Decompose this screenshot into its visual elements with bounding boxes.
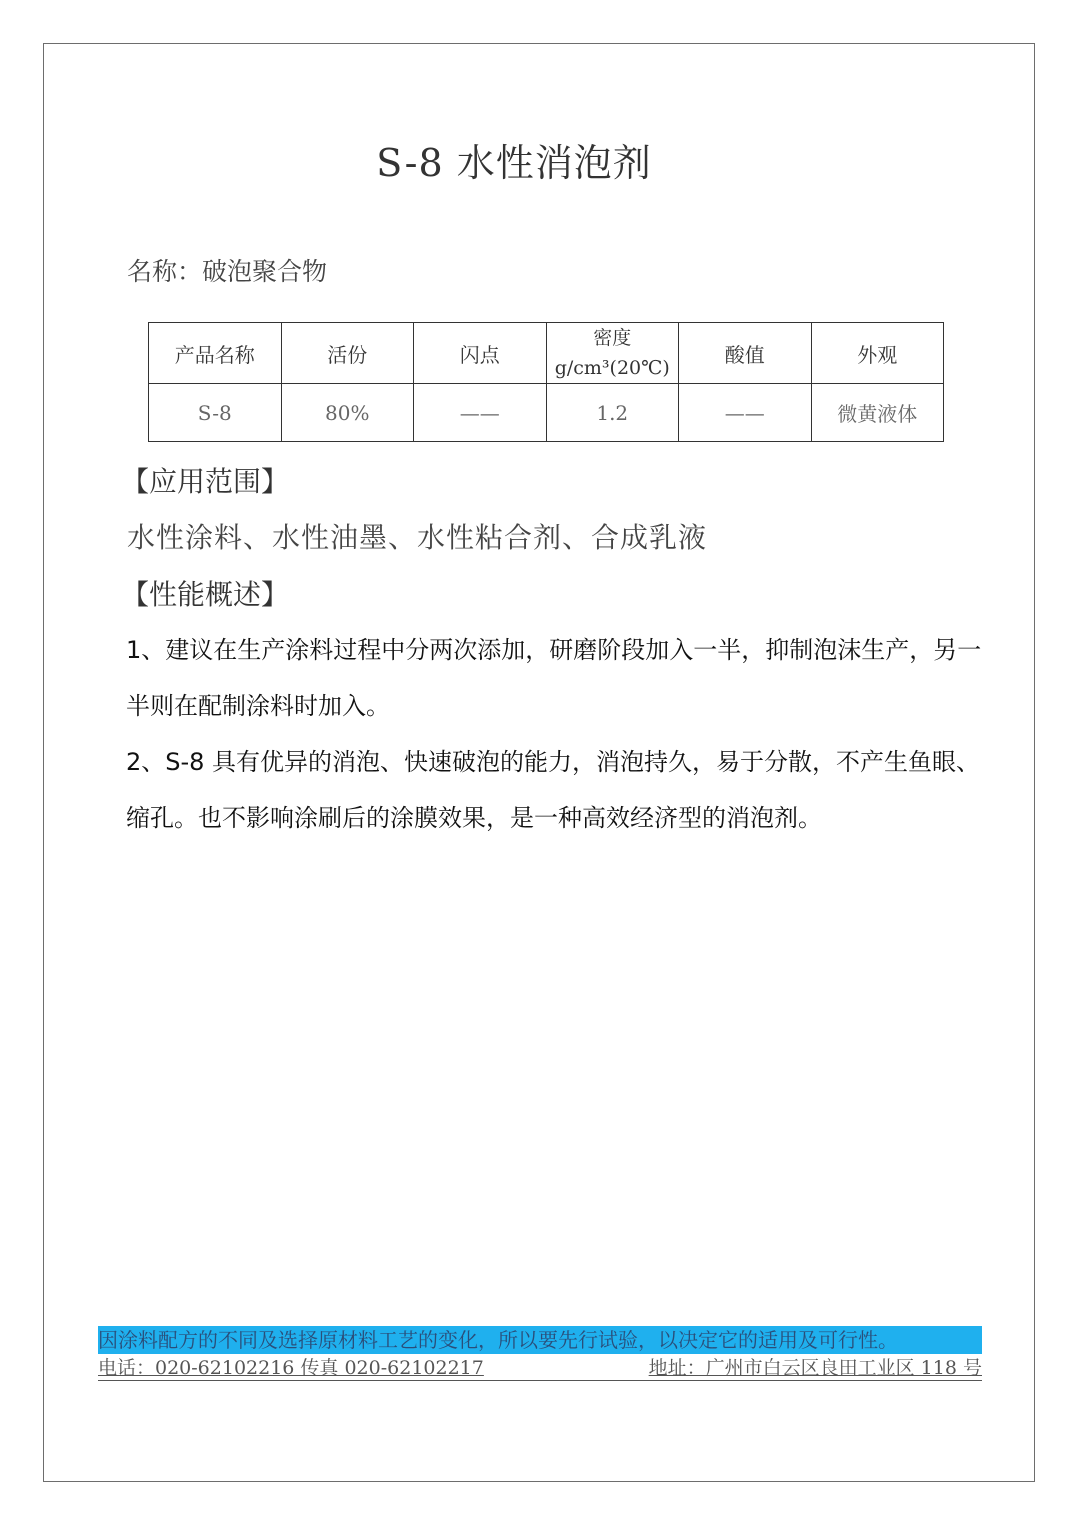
document-title: S-8 水性消泡剂 bbox=[376, 141, 652, 185]
product-name-line: 名称：破泡聚合物 bbox=[127, 257, 328, 286]
table-header-row bbox=[149, 323, 944, 384]
footer-contact bbox=[98, 1356, 982, 1381]
cell-appearance: 微黄液体 bbox=[811, 384, 944, 442]
header-acid-value: 酸值 bbox=[679, 323, 812, 384]
performance-section-title: 【性能概述】 bbox=[121, 578, 290, 611]
footer-address: 地址：广州市白云区良田工业区 118 号 bbox=[648, 1357, 982, 1379]
cell-density: 1.2 bbox=[546, 384, 679, 442]
footer-disclaimer: 因涂料配方的不同及选择原材料工艺的变化，所以要先行试验，以决定它的适用及可行性。 bbox=[98, 1326, 982, 1354]
performance-item-2: 2、S-8 具有优异的消泡、快速破泡的能力，消泡持久，易于分散，不产生鱼眼、缩孔。也不影响涂刷后的涂膜效果，是一种高效经济型的消泡剂。 bbox=[126, 748, 981, 832]
cell-acid-value: —— bbox=[679, 384, 812, 442]
header-active-content: 活份 bbox=[281, 323, 414, 384]
header-appearance: 外观 bbox=[811, 323, 944, 384]
header-product-name: 产品名称 bbox=[149, 323, 282, 384]
cell-active-content: 80% bbox=[281, 384, 414, 442]
header-density-label: 密度 bbox=[593, 327, 632, 349]
spec-table bbox=[148, 322, 944, 442]
footer-phone-fax: 电话：020-62102216 传真 020-62102217 bbox=[98, 1357, 484, 1379]
usage-text: 水性涂料、水性油墨、水性粘合剂、合成乳液 bbox=[127, 521, 708, 554]
table-row bbox=[149, 384, 944, 442]
usage-section-title: 【应用范围】 bbox=[121, 465, 290, 498]
cell-flash-point: —— bbox=[414, 384, 547, 442]
header-density-unit: g/cm³(20℃) bbox=[554, 357, 670, 379]
header-density bbox=[546, 323, 679, 384]
header-flash-point: 闪点 bbox=[414, 323, 547, 384]
cell-product-name: S-8 bbox=[149, 384, 282, 442]
performance-item-1: 1、建议在生产涂料过程中分两次添加，研磨阶段加入一半，抑制泡沫生产，另一半则在配制涂料时加入。 bbox=[126, 636, 982, 720]
